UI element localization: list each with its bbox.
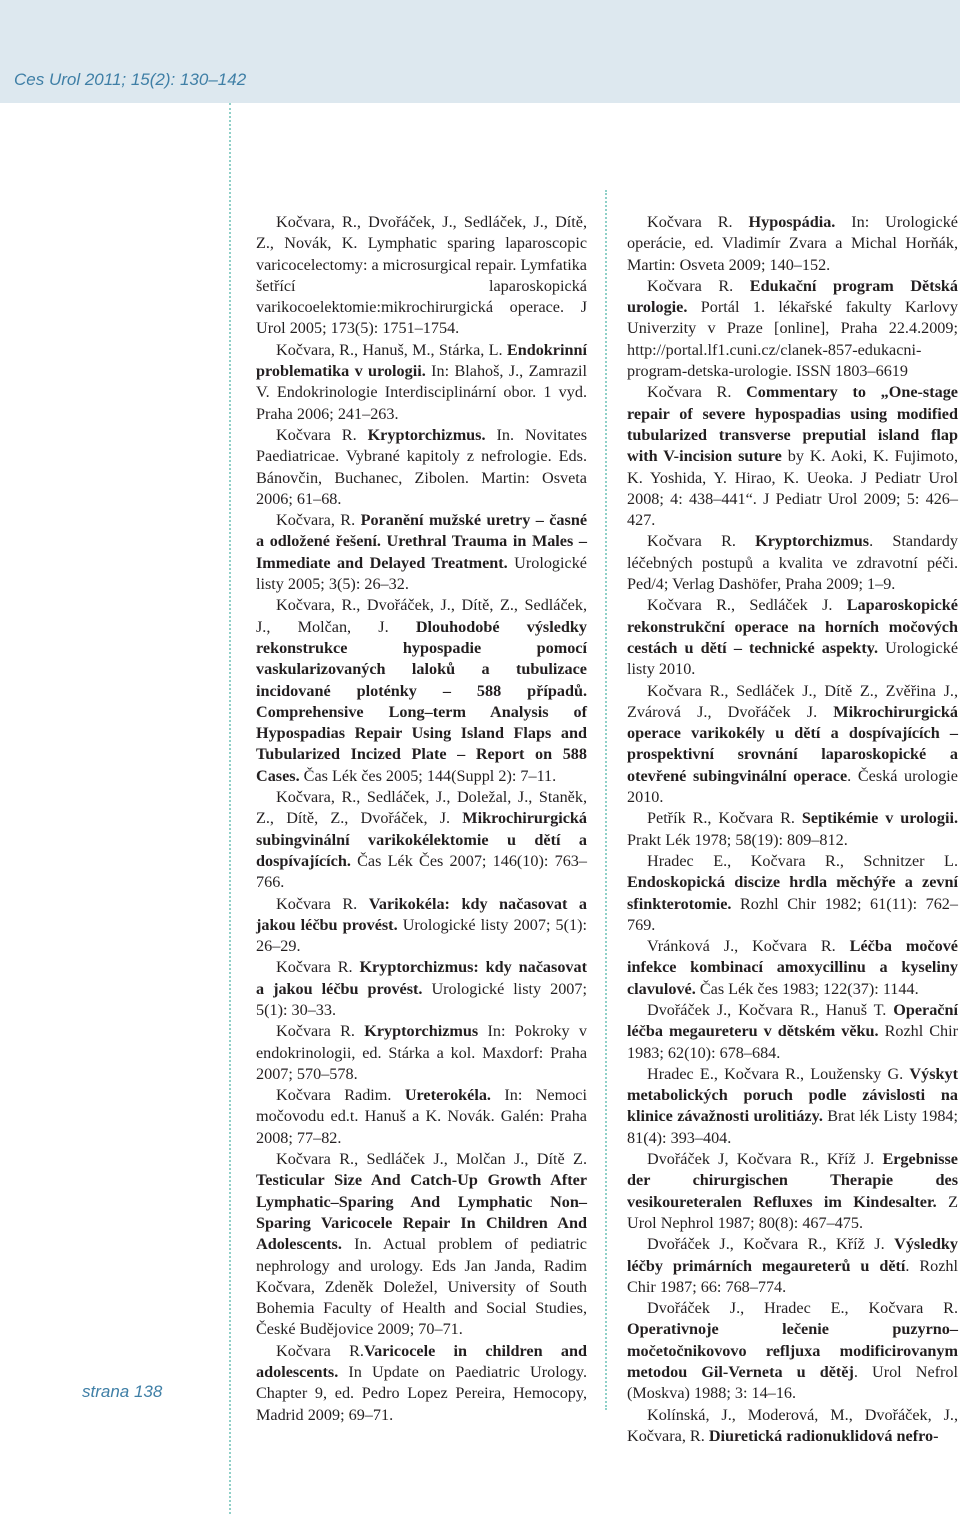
reference-text: Kočvara R. — [647, 383, 747, 402]
reference-text: J Urol 2005; 173(5): 1751–1754. — [256, 298, 587, 338]
margin-divider — [229, 103, 231, 1514]
reference-text: Čas Lék Čes 2007; 146(10): 763–766. — [256, 851, 587, 892]
reference-title: Kryptorchizmus: kdy načasovat a jakou léčbu provést. — [256, 958, 587, 998]
reference-entry — [256, 894, 587, 958]
column-divider — [605, 190, 607, 1410]
reference-text: In. Novitates Paediatricae. Vybrané kapitoly z nefrologie. Eds. Bánovčin, Buchanec, Zibolen. Martin: Osveta 2006; 61–68. — [256, 425, 587, 508]
reference-text: Kolínská, J., Moderová, M., Dvořáček, J., Kočvara, R. — [627, 1405, 958, 1445]
reference-text: In: Nemoci močovodu ed.t. Hanuš a K. Novák. Galén: Praha 2008; 77–82. — [256, 1086, 587, 1147]
reference-text: In. Actual problem of pediatric nephrology and urology. Eds Jan Janda, Radim Kočvara, Zdeněk Doležel, University of South Bohemia Faculty of Health and Social Studies, České Budějovice 2009; 70–71. — [256, 1235, 587, 1339]
reference-text: Urologické listy 2010. — [627, 638, 958, 679]
reference-text: Dvořáček J., Kočvara R., Kříž J. — [647, 1235, 895, 1254]
reference-entry — [256, 1085, 587, 1149]
reference-text: Hradec E., Kočvara R., Loužensky G. — [647, 1064, 910, 1083]
reference-text: Kočvara R. — [276, 1022, 365, 1041]
reference-title: Varicocele in children and adolescents. — [256, 1341, 587, 1382]
reference-text: In: Pokroky v endokrinologii, ed. Stárka a kol. Maxdorf: Praha 2007; 570–578. — [256, 1022, 587, 1083]
reference-text: Kočvara, R., Sedláček, J., Doležal, J., Staněk, Z., Dítě, Z., Dvořáček, J. — [256, 788, 587, 828]
reference-entry — [627, 382, 958, 531]
reference-text: Kočvara R. — [276, 894, 369, 913]
reference-title: Ergebnisse der chirurgischen Therapie des vesikoureteralen Refluxes im Kindesalter. — [627, 1150, 958, 1211]
reference-text: . Česká urologie 2010. — [627, 766, 958, 807]
reference-text: Čas Lék čes 1983; 122(37): 1144. — [695, 979, 919, 998]
reference-text: Kočvara, R., Hanuš, M., Stárka, L. — [276, 340, 507, 359]
references-column-right — [627, 212, 958, 1447]
reference-title: Operační léčba megaureteru v dětském věku. — [627, 1000, 958, 1041]
reference-title: Léčba močové infekce kombinací amoxycillinu a kyseliny clavulové. — [627, 937, 958, 998]
reference-text: . Standardy léčebných postupů a kvalita ve zdravotní péči. Ped/4; Verlag Dashöfer, Praha 2009; 1–9. — [627, 532, 958, 594]
reference-text: Urologické listy 2007; 5(1): 30–33. — [256, 979, 587, 1019]
reference-text: Brat lék Listy 1984; 81(4): 393–404. — [627, 1107, 959, 1147]
reference-entry — [627, 808, 958, 851]
reference-text: In Update on Paediatric Urology. Chapter 9, ed. Pedro Lopez Pereira, Hemocopy, Madrid 2009; 69–71. — [256, 1363, 587, 1424]
reference-title: Kryptorchizmus — [364, 1022, 479, 1041]
reference-entry — [627, 595, 958, 680]
reference-text: Portál 1. lékařské fakulty Karlovy Univerzity v Praze [online], Praha 22.4.2009; http://portal.lf1.cuni.cz/clanek-857-edukacni-program-detska-urologie. ISSN 1803–6619 — [627, 298, 958, 381]
reference-text: Kočvara, R., Dvořáček, J., Sedláček, J., Dítě, Z., Novák, K. — [256, 213, 587, 253]
reference-entry — [627, 276, 958, 382]
reference-text: Kočvara R. — [276, 958, 360, 977]
reference-title: Testicular Size And Catch-Up Growth After Lymphatic–Sparing And Lymphatic Non–Sparing Varicocele Repair In Children And Adolescents. — [256, 1171, 587, 1254]
reference-entry — [256, 957, 587, 1021]
reference-text: In: Urologické operácie, ed. Vladimír Zvara a Michal Horňák, Martin: Osveta 2009; 140–152. — [627, 213, 958, 274]
reference-entry — [256, 510, 587, 595]
reference-title: Ureterokéla. — [404, 1086, 491, 1105]
reference-entry — [256, 1341, 587, 1426]
reference-text: Lymphatic sparing laparoscopic varicocelectomy: a microsurgical repair. Lymfatika šetřící laparoskopická varikocoelektomie:mikrochirurgická operace. — [256, 234, 588, 317]
reference-text: Kočvara Radim. — [276, 1086, 405, 1105]
reference-text: In: Blahoš, J., Zamrazil V. Endokrinologie Interdisciplinární obor. 1 vyd. Praha 2006; 241–263. — [256, 362, 587, 423]
reference-text: Kočvara R. — [647, 213, 749, 231]
reference-text: Dvořáček J, Kočvara R., Kříž J. — [647, 1150, 883, 1169]
reference-entry — [256, 425, 587, 510]
reference-title: Kryptorchizmus — [755, 532, 870, 551]
reference-entry — [627, 1064, 958, 1149]
reference-text: Kočvara, R. — [276, 511, 361, 530]
reference-entry — [627, 531, 958, 595]
reference-title: Endoskopická discize hrdla měchýře a zevní sfinkterotomie. — [627, 873, 958, 913]
reference-text: Kočvara R. — [647, 276, 750, 295]
reference-title: Kryptorchizmus. — [367, 425, 486, 444]
reference-text: Kočvara R., Sedláček J., Molčan J., Dítě Z. — [276, 1150, 587, 1169]
reference-entry — [256, 787, 587, 893]
reference-entry — [256, 595, 587, 787]
reference-text: Čas Lék čes 2005; 144(Suppl 2): 7–11. — [299, 766, 557, 785]
reference-text: Urologické listy 2007; 5(1): 26–29. — [256, 915, 587, 956]
reference-entry — [256, 1149, 587, 1341]
references-column-left — [256, 212, 587, 1426]
reference-title: Commentary to „One-stage repair of severe hypospadias using modified tubularized transverse preputial island flap with V-incision suture — [627, 383, 958, 466]
reference-title: Poranění mužské uretry – časné a odložené řešení. Urethral Trauma in Males – Immediate and Delayed Treatment. — [256, 511, 588, 572]
reference-entry — [256, 212, 587, 340]
reference-entry — [627, 681, 958, 809]
reference-entry — [627, 212, 958, 276]
reference-title: Výskyt metabolických poruch podle závislosti na klinice závažnosti urolitiázy. — [627, 1064, 958, 1126]
reference-text: Urologické listy 2005; 3(5): 26–32. — [256, 553, 587, 594]
reference-title: Mikrochirurgická operace varikokély u dětí a dospívajících – prospektivní srovnání laparoskopické a otevřené subingvinální operace — [627, 702, 958, 785]
reference-title: Endokrinní problematika v urologii. — [256, 340, 587, 381]
reference-text: . Urol Nefrol (Moskva) 1988; 3: 14–16. — [627, 1363, 958, 1403]
reference-entry — [627, 1298, 958, 1404]
reference-entry — [627, 1405, 958, 1448]
reference-title: Septikémie v urologii. — [801, 809, 958, 828]
reference-text: by K. Aoki, K. Fujimoto, K. Yoshida, Y. Hirao, K. Ueoka. J Pediatr Urol 2008; 4: 438–441“. J Pediatr Urol 2009; 5: 426–427. — [627, 447, 959, 530]
journal-reference: Ces Urol 2011; 15(2): 130–142 — [14, 70, 247, 89]
reference-title: Výsledky léčby primárních megaureterů u dětí — [627, 1235, 958, 1275]
reference-text: Petřík R., Kočvara R. — [647, 809, 802, 828]
reference-title: Operativnoje lečenie puzyrno–močetočnikovovo refljuxa modificirovanym metodou Gil-Verneta u dětěj — [627, 1320, 958, 1382]
reference-text: Kočvara R. — [276, 1341, 364, 1360]
reference-text: Kočvara R. — [647, 532, 756, 551]
reference-text: Dvořáček J., Hradec E., Kočvara R. — [647, 1299, 958, 1318]
reference-text: Rozhl Chir 1982; 61(11): 762–769. — [627, 894, 958, 934]
reference-text: Vránková J., Kočvara R. — [647, 937, 850, 956]
reference-title: Dlouhodobé výsledky rekonstrukce hypospadie pomocí vaskularizovaných laloků a tubulizace incidované ploténky – 588 případů. Comprehensive Long–term Analysis of Hypospadias Repair Using Island Flaps and Tubularized Incized Plate – Report on 588 Cases. — [256, 617, 587, 785]
reference-title: Varikokéla: kdy načasovat a jakou léčbu provést. — [256, 894, 587, 934]
reference-entry — [627, 936, 958, 1000]
reference-title: Mikrochirurgická subingvinální varikokélektomie u dětí a dospívajících. — [256, 809, 587, 870]
header-band — [0, 0, 960, 103]
reference-title: Hypospádia. — [748, 213, 836, 231]
reference-entry — [627, 1000, 958, 1064]
reference-entry — [256, 1021, 587, 1085]
reference-entry — [627, 1234, 958, 1298]
reference-text: . Rozhl Chir 1987; 66: 768–774. — [627, 1256, 958, 1296]
page-number: strana 138 — [82, 1382, 163, 1401]
reference-title: Diuretická radionuklidová nefro- — [708, 1426, 939, 1445]
reference-entry — [627, 1149, 958, 1234]
reference-title: Edukační program Dětská urologie. — [627, 276, 959, 317]
reference-text: Kočvara R., Sedláček J., Dítě Z., Zvěřina J., Zvárová J., Dvořáček J. — [627, 681, 958, 721]
reference-text: Kočvara, R., Dvořáček, J., Dítě, Z., Sedláček, J., Molčan, J. — [256, 596, 587, 636]
reference-text: Hradec E., Kočvara R., Schnitzer L. — [647, 851, 958, 870]
reference-title: Laparoskopické rekonstrukční operace na horních močových cestách u dětí – technické aspekty. — [627, 596, 958, 657]
reference-text: Rozhl Chir 1983; 62(10): 678–684. — [627, 1022, 958, 1062]
reference-text: Prakt Lék 1978; 58(19): 809–812. — [627, 830, 848, 849]
reference-entry — [627, 851, 958, 936]
reference-text: Kočvara R., Sedláček J. — [647, 596, 847, 615]
reference-entry — [256, 340, 587, 425]
reference-text: Z Urol Nephrol 1987; 80(8): 467–475. — [627, 1192, 958, 1232]
reference-text: Kočvara R. — [276, 425, 368, 444]
reference-text: Dvořáček J., Kočvara R., Hanuš T. — [647, 1000, 894, 1019]
